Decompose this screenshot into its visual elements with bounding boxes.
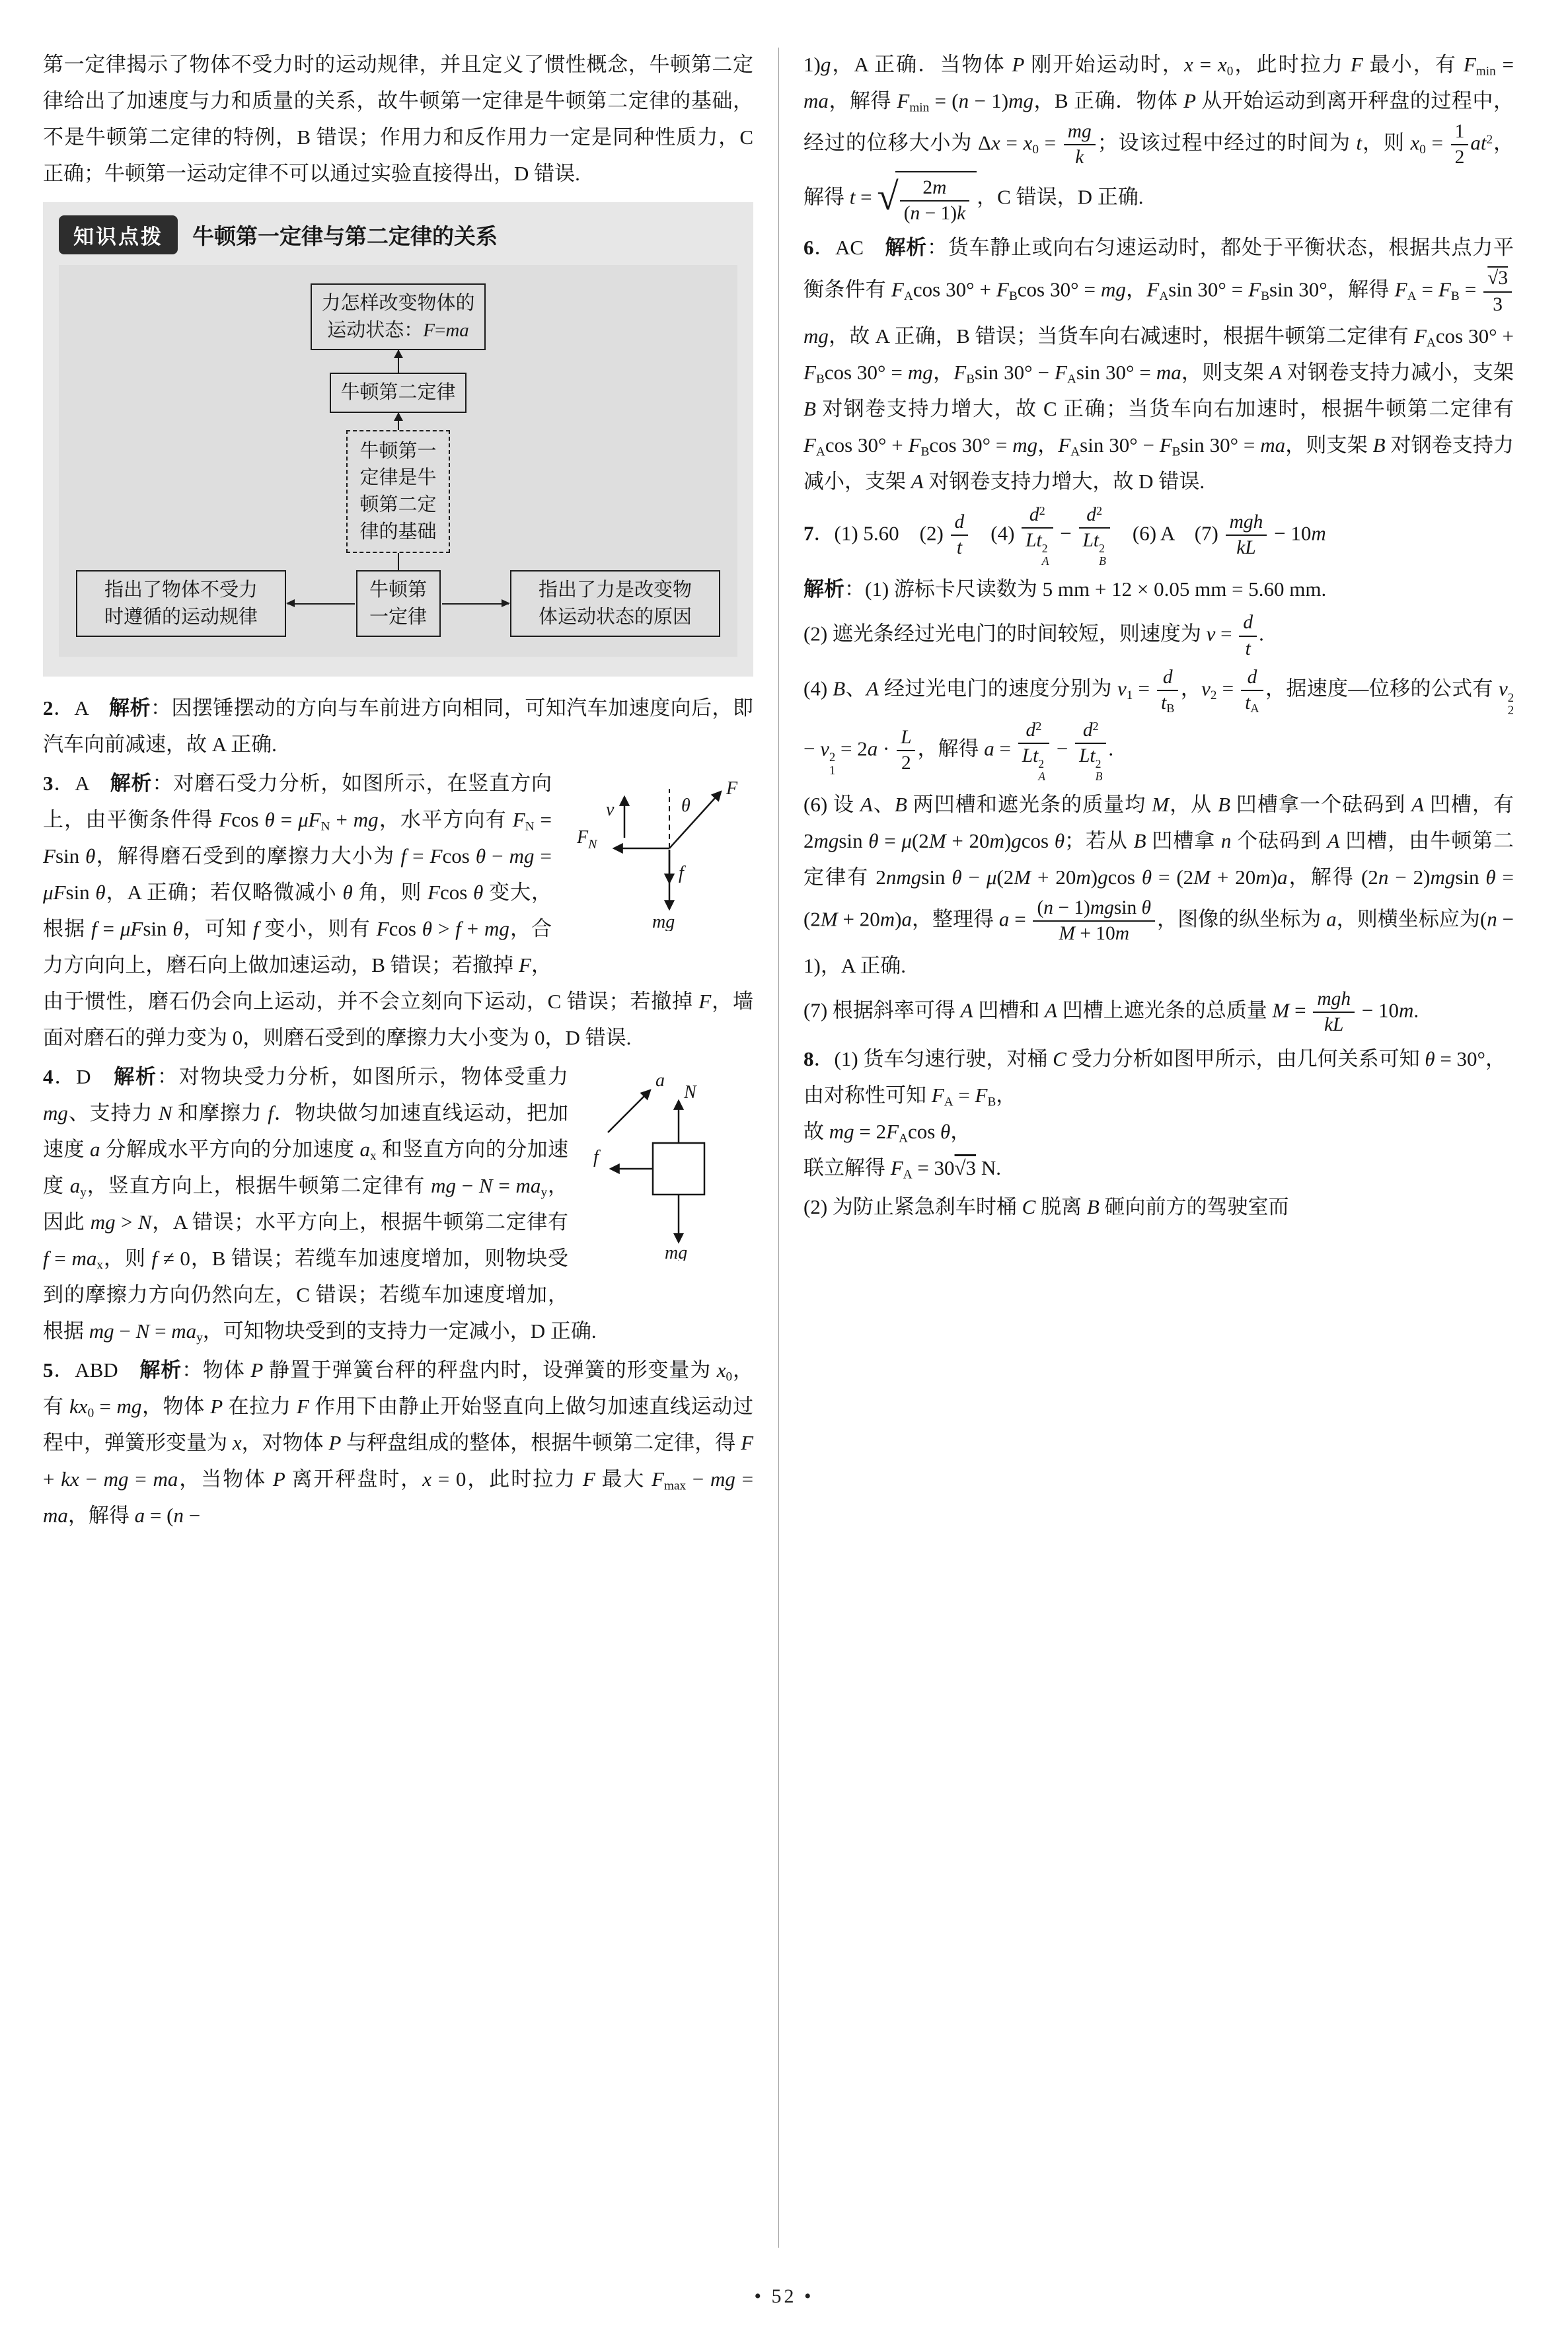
knowledge-box-title: 牛顿第一定律与第二定律的关系 (192, 225, 498, 249)
flow-bottom-row (76, 570, 720, 637)
solution-5: 5．ABD 解析：物体 P 静置于弹簧台秤的秤盘内时，设弹簧的形变量为 $x_0$，有 $kx_0$ = mg，物体 P 在拉力 F 作用下由静止开始竖直向上做匀加速直线运动过程中，弹簧形变量为 x，对物体 P 与秤盘组成的整体，根据牛顿第二定律，得 F + kx − mg = ma，当物体 P 离开秤盘时，x = 0，此时拉力 F 最大 $F_{max}$ − mg = ma，解得 a = (n − (43, 1358, 754, 1528)
solution-7-answers: 7．(1) 5.60 (2) $\frac{d}{t}$ (4) $d^2$ Lt 2 A − $d^2$ Lt 2 B (6) A (7) mgh kL − 10m (803, 503, 1326, 568)
flow-arrow-left (287, 603, 355, 605)
solution-5-continued: 1)g，A 正确．当物体 P 刚开始运动时，$x = x_0$，此时拉力 F 最小，有 $F_{min}$ = ma，解得 $F_{min} = (n - 1)mg$，B 正确．物体 P 从开始运动到离开秤盘的过程中，经过的位移大小为 $\Delta x = x_0$ = $\frac{mg}{k}$ ；设该过程中经过的时间为 t，则 $x_0$ = $\frac{1}{2}$ $at^2$，解得 t = √ $\frac{2m}{(n - 1)k}$ ，C 错误，D 正确. (803, 46, 1514, 227)
page-number: • 52 • (754, 2285, 814, 2307)
flow-connector-line (398, 553, 399, 570)
label-force-F: F (726, 778, 738, 799)
flow-node-effect: 力怎样改变物体的 运动状态：F=ma (311, 283, 485, 350)
flow-node-first-law-role-right: 指出了力是改变物 体运动状态的原因 (510, 570, 720, 637)
solution-6: 6．AC 解析：货车静止或向右匀速运动时，都处于平衡状态，根据共点力平衡条件有 $F_A\cos$ $30^\circ + F_B\cos$ 30° = mg，$F_A\sin$ $30^\circ = F_B\sin$ 30°，解得 $F_A = F_B$ = $\frac{√3}{3}$ mg，故 A 正确，B 错误；当货车向右减速时，根据牛顿第二定律有 $F_A\cos$ $30^\circ + F_B\cos$ 30° = mg，$F_B\sin$ $30^\circ - F_A\sin$ 30° = ma，则支架 A 对钢卷支持力减小，支架 B 对钢卷支持力增大，故 C 正确；当货车向右加速时，根据牛顿第二定律有 $F_A\cos$ $30^\circ + F_B\cos$ 30° = mg，$F_A\sin$ $30^\circ - F_B\sin$ 30° = ma，则支架 B 对钢卷支持力减小，支架 A 对钢卷支持力增大，故 D 错误. (803, 236, 1514, 494)
left-column (43, 46, 753, 1536)
solution-7-part6: (6) 设 A、B 两凹槽和遮光条的质量均 M，从 B 凹槽拿一个砝码到 A 凹槽，有 2mgsin θ = μ(2M + 20m)gcos θ；若从 B 凹槽拿 n 个砝码到 A 凹槽，由牛顿第二定律有 2nmgsin θ − μ(2M + 20m)gcos θ = (2M + 20m)a，解得 (2n − 2)mgsin θ = (2M + 20m)a，整理得 a = $\frac{\text{(n − 1)mgsin θ}}{M + 10m}$ ，图像的纵坐标为 a，则横坐标应为(n − 1)，A 正确. (803, 793, 1514, 977)
label-friction: f (679, 863, 684, 884)
label-theta: θ (681, 795, 691, 817)
label-normal-force: N (684, 1082, 696, 1103)
solution-7-part7: (7) 根据斜率可得 A 凹槽和 A 凹槽上遮光条的总质量 M = mgh kL − 10m. (803, 988, 1419, 1036)
label-acceleration: a (655, 1070, 665, 1091)
column-divider (778, 48, 779, 2248)
flow-node-first-law-role-left: 指出了物体不受力 时遵循的运动规律 (76, 570, 286, 637)
block-force-diagram (581, 1062, 753, 1261)
two-column-layout (43, 46, 1527, 1536)
solution-8-part1: 8．(1) 货车匀速行驶，对桶 C 受力分析如图甲所示，由几何关系可知 θ = 30°， 由对称性可知 $F_A = F_B$， 故 mg = $2F_A\cos$ θ， 联立解得 $F_A = 30√3$ N. (803, 1047, 1506, 1182)
flow-node-first-law: 牛顿第 一定律 (356, 570, 441, 637)
solution-3 (43, 765, 753, 1056)
solution-2: 2．A 解析：因摆锤摆动的方向与车前进方向相同，可知汽车加速度向后，即汽车向前减速，故 A 正确. (43, 696, 754, 757)
figure-grindstone-forces (565, 769, 753, 942)
flow-arrow-up-1 (398, 350, 399, 373)
solution-4 (43, 1058, 753, 1349)
knowledge-box-header (59, 215, 737, 254)
solution-8-part2: (2) 为防止紧急刹车时桶 C 脱离 B 砸向前方的驾驶室而 (803, 1195, 1289, 1219)
figure-block-forces (581, 1062, 753, 1272)
solution-7-part2: (2) 遮光条经过光电门的时间较短，则速度为 v = $\frac{d}{t}$ . (803, 612, 1264, 659)
grindstone-force-diagram (565, 769, 753, 931)
solution-7-part4: (4) B、A 经过光电门的速度分别为 $v_1$ = $\frac{d}{t_B}$ ，$v_2$ = $\frac{d}{t_A}$ ，据速度—位移的公式有 v 2 2 − v 2 1 = 2a · $\frac{L}{2}$ ，解得 a = $d^2$ Lt 2 A − $d^2$ Lt 2 B . (803, 667, 1514, 783)
label-velocity: v (606, 799, 615, 821)
label-gravity: mg (665, 1243, 688, 1261)
label-friction: f (593, 1147, 599, 1168)
flow-node-second-law: 牛顿第二定律 (330, 373, 466, 413)
force-F-arrow (669, 792, 721, 848)
label-normal-force: $F_N$ (577, 827, 597, 852)
intro-paragraph: 第一定律揭示了物体不受力时的运动规律，并且定义了惯性概念，牛顿第二定律给出了加速度与力和质量的关系，故牛顿第一定律是牛顿第二定律的基础，不是牛顿第二定律的特例，B 错误；作用力和反作用力一定是同种性质力，C 正确；牛顿第一运动定律不可以通过实验直接得出，D 错误. (43, 53, 753, 185)
flow-node-foundation: 牛顿第一 定律是牛 顿第二定 律的基础 (346, 430, 449, 553)
knowledge-box-label: 知识点拨 (59, 215, 178, 254)
solution-3-text: 3．A 解析：对磨石受力分析，如图所示，在竖直方向上，由平衡条件得 Fcos $\theta = \mu F_N$ + mg，水平方向有 $F_N = Fsin$ θ，解得磨石受到的摩擦力大小为 f = Fcos θ − mg = μFsin θ，A 正确；若仅略微减小 θ 角，则 Fcos θ 变大，根据 f = μFsin θ，可知 f 变小，则有 Fcos θ > f + mg，合力方向向上，磨石向上做加速运动，B 错误；若撤掉 F，由于惯性，磨石仍会向上运动，并不会立刻向下运动，C 错误；若撤掉 F，墙面对磨石的弹力变为 0，则磨石受到的摩擦力大小变为 0，D 错误. (43, 772, 753, 1050)
block (653, 1143, 704, 1195)
newton-laws-flowchart (59, 265, 737, 657)
label-gravity: mg (652, 912, 675, 932)
flow-arrow-up-2 (398, 413, 399, 430)
acceleration-arrow (608, 1090, 650, 1132)
solution-7-part1: 解析：(1) 游标卡尺读数为 5 mm + 12 × 0.05 mm = 5.60 mm. (803, 577, 1327, 601)
right-column (803, 46, 1514, 1536)
knowledge-box (43, 202, 753, 677)
flow-arrow-right (442, 603, 509, 605)
solution-4-text: 4．D 解析：对物块受力分析，如图所示，物体受重力 mg、支持力 N 和摩擦力 f．物块做匀加速直线运动，把加速度 a 分解成水平方向的分加速度 $a_x$ 和竖直方向的分加速度 $a_y$，竖直方向上，根据牛顿第二定律有 mg − $N = ma_y$，因此 mg > N，A 错误；水平方向上，根据牛顿第二定律有 $f = ma_x$，则 f ≠ 0，B 错误；若缆车加速度增加，则物块受到的摩擦力方向仍然向左，C 错误；若缆车加速度增加，根据 mg − $N = ma_y$，可知物块受到的支持力一定减小，D 正确. (43, 1065, 597, 1345)
